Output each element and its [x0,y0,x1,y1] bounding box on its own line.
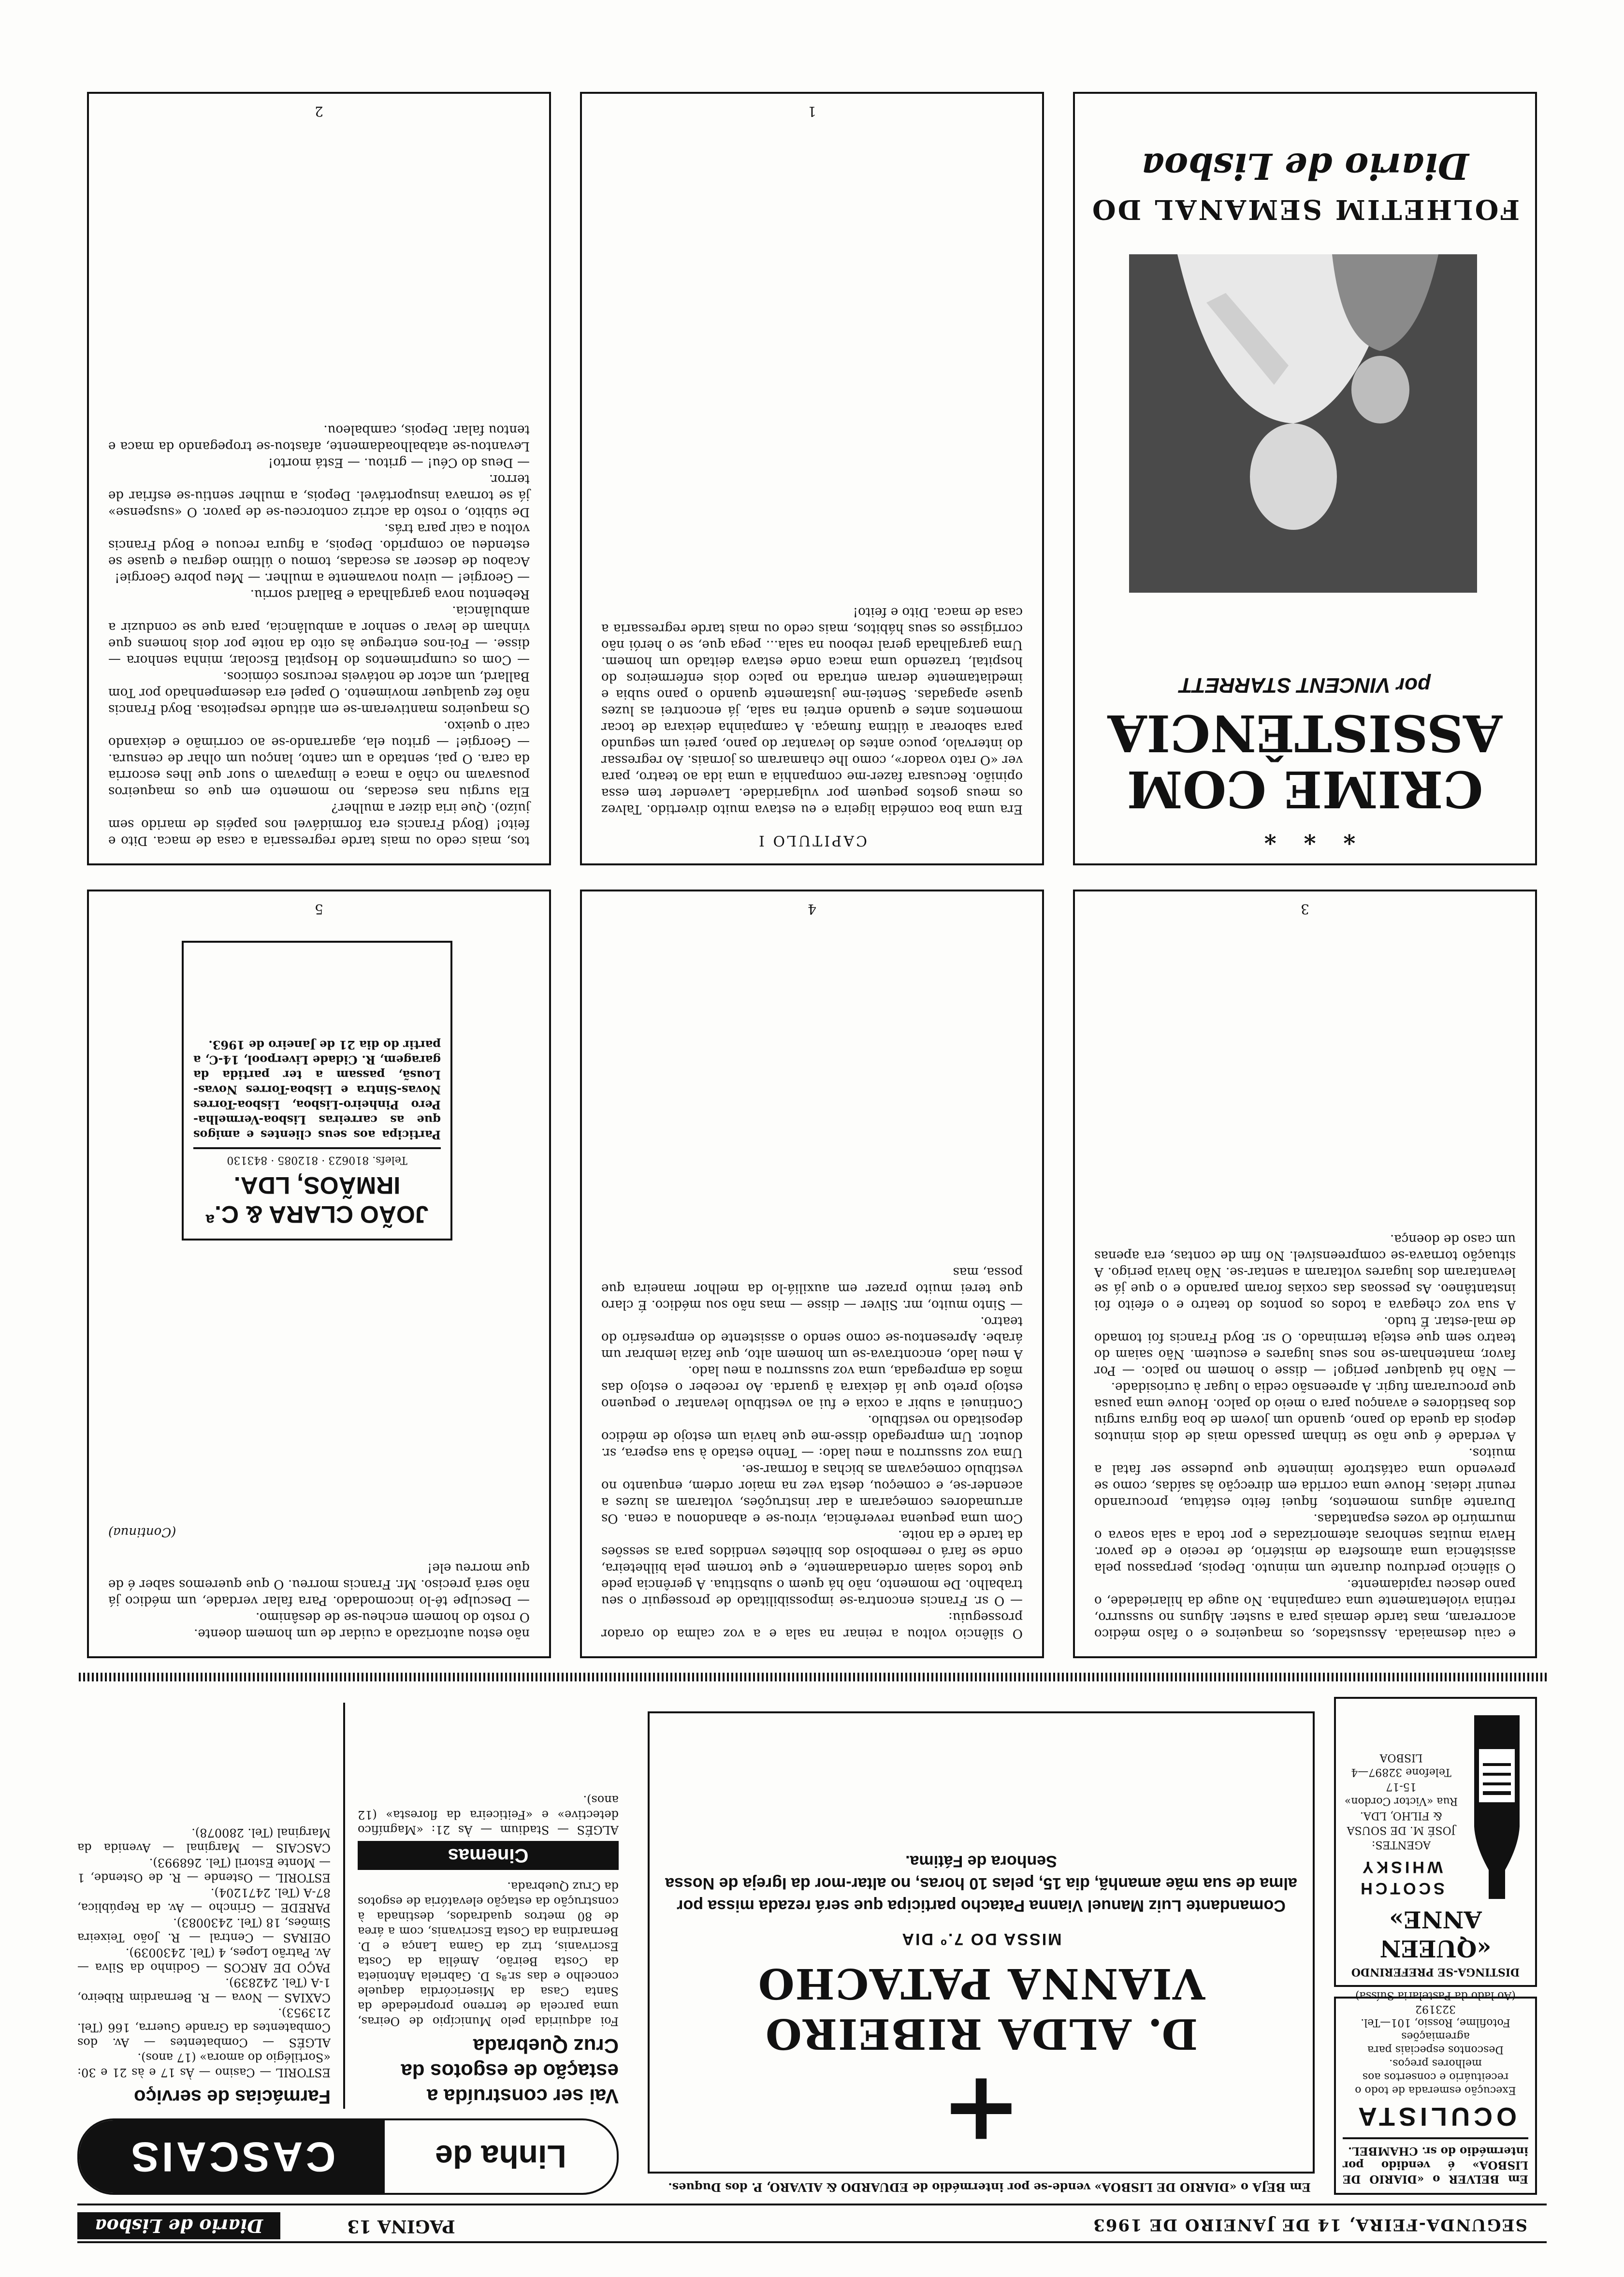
folhetim-author: por VINCENT STARRETT [1179,673,1431,697]
cascais-farmacias-body: ESTORIL — Casino — Às 17 e às 21 e 30: «Sortilégio do amora» (17 anos). ALGÉS — Combatentes — Av. dos Combatentes da Grande Guerra, 166 (Tel. 213953). CAXIAS — Nova — R. Bernardim Ribeiro, 1-A (Tel. 242839). PAÇO DE ARCOS — Godinho da Silva — Av. Patrão Lopes, 4 (Tel. 2430039). OEIRAS — Central — R. João Teixeira Simões, 18 (Tel. 2430083). PAREDE — Grincho — Av. da República, 87-A (Tel. 2471204). ESTORIL — Ostende — R. de Ostende, 1 — Monte Estoril (Tel. 268993). CASCAIS — Marginal — Avenida da Marginal (Tel. 280078). [77,1826,331,2079]
cascais-cinemas-title: Cinemas [358,1841,619,1870]
ad-whisky-title: «QUEEN ANNE» [1379,1906,1492,1962]
cascais-farmacias-title: Farmácias de serviço [134,2086,331,2107]
ad-whisky-body: AGENTES: JOSÉ M. DE SOUSA & FILHO, LDA. Rua «Victor Cordon» 15-17 Telefone 32897—4 LISBOA [1344,1752,1458,1851]
ad-oculista [1334,1989,1537,2195]
ad-whisky [1334,1697,1537,1987]
ad-whisky-kicker: DISTINGA-SE PREFERINDO [1351,1966,1520,1978]
obituary-name: D. ALDA RIBEIRO VIANNA PATACHO [757,1959,1205,2058]
folhetim-panel-3 [1073,890,1537,1658]
ad-joao-clara [182,941,452,1241]
cascais-cinemas-body: ALGÉS — Stadium — Às 21: «Magnífico detective» e «Feiticeira da floresta» (12 anos). [354,1793,619,1837]
section-separator [77,1673,1547,1681]
obituary-box [648,1711,1315,2174]
folhetim-col5-text: não estou autorizado a cuidar de um homem doente. O rosto do homem encheu-se de desânimo. — Desculpe tê-lo incomodado. Para falar verdade, um médico já não será preciso. Mr. Francis morreu. O que queremos saber é de que morreu ele! [108,1561,530,1641]
folhetim-title: CRIME COM ASSISTÊNCIA [1107,703,1503,819]
ad-joao-clara-body: Participa aos seus clientes e amigos que as carreiras Lisboa-Vermelha-Pero Pinheiro-Lisboa, Lisboa-Torres Novas-Sintra e Lisboa-Torres Novas-Lousã, passam a ter partida da garagem, R. Cidade Liverpool, 14-C, a partir do dia 21 de Janeiro de 1963. [189,1038,441,1142]
folhetim-continua: (Continua) [108,1525,176,1539]
folhetim-panel-5 [87,890,551,1658]
folhetim-col1-text: Era uma boa comédia ligeira e eu estava muito divertido. Talvez os meus gostos pequem por vulgaridade. Lavender tem essa opinião. Recusara fazer-me companhia a uma ida ao teatro, para ver «O rato voador», como lhe chamaram os jornais. Ao regressar do intervalo, pouco antes do levantar do pano, parei um segundo para saborear a última fumaça. A campainha deixara de tocar momentos antes e quando entrei na sala, já encontrei as luzes quase apagadas. Sentei-me justamente quando o pano subia e imediatamente deram entrada no palco dois enfermeiros do hospital, trazendo uma maca onde estava deitado um homem. Uma gargalhada geral reboou na sala... pega que, se o herói não corrigisse os seus hábitos, mais cedo ou mais tarde regressaria a casa de maca. Dito e feito! [597,605,1023,817]
folhetim-stars: * * * [1254,822,1356,849]
ad-whisky-subtitle: SCOTCH WHISKY [1358,1858,1445,1898]
header-rule-top [77,2241,1547,2243]
folhetim-col2-text: tos, mais cedo ou mais tarde regressaria a casa de maca. Dito e feito! (Boyd Francis era formidável nos papéis de marido sem juízo). Que iria dizer a mulher? Ela surgiu nas escadas, no momento em que os maqueiros pousavam no chão a maca e limpavam o suor que lhes escorria da cara. O pai, sentado a um canto, lançou um olhar de censura. — Georgie! — gritou ela, agarrando-se ao corrimão e deixando cair o queixo. Os maqueiros mantiveram-se em atitude respeitosa. Boyd Francis não fez qualquer movimento. O papel era desempenhado por Tom Ballard, um actor de notáveis recursos cómicos. — Com os cumprimentos do Hospital Escolar, minha senhora — disse. — Foi-nos entregue às oito da noite por dois homens que vinham de levar o senhor a ambulância, para que se conduzir a ambulância. Rebentou nova gargalhada e Ballard sorriu. — Georgie! — uivou novamente a mulher. — Meu pobre Georgie! Acabou de descer as escadas, tomou o último degrau e quase se estendeu ao comprido. Depois, a figura recuou e Boyd Francis voltou a cair para trás. De súbito, o rosto da actriz contorceu-se de pavor. O «suspense» já se tornava insuportável. Depois, a mulher sentiu-se esfriar de terror. — Deus do Céu! — gritou. — Está morto! Levantou-se atabalhoadamente, afastou-se tropegando da maca e tentou falar. Depois, cambaleou. [108,423,530,848]
folhetim-page-number-4: 4 [808,901,816,917]
cascais-esgotos-body: Foi adquirida pelo Município de Oeiras, uma parcela de terreno propriedade da Santa Casa da Misericórdia daquele concelho e das sr.ªs D. Gabriela Antonieta da Costa Beirão, Amélia da Costa Escrivanis, triz da Gama Lança e D. Bernardina da Costa Escrivanis, com a área de 80 metros quadrados, destinada à construção da estação elevatória de esgotos da Cruz Quebrada. [354,1880,619,2028]
ad-oculista-title: OCULISTA [1354,2102,1517,2131]
cascais-banner-main: CASCAIS [79,2120,385,2193]
cascais-column-rule [343,1703,345,2109]
obituary-subtitle: MISSA DO 7.º DIA [900,1930,1062,1948]
folhetim-page-number-5: 5 [315,901,323,917]
cascais-banner-pre: Linha de [435,2139,566,2175]
ad-joao-clara-rule [193,1147,441,1149]
cascais-section [77,1692,619,2195]
folhetim-page-number-1: 1 [808,103,816,119]
folhetim-panel-1-title [1073,92,1537,865]
ads-column-left [1334,1692,1537,2195]
header-date: SEGUNDA-FEIRA, 14 DE JANEIRO DE 1963 [1092,2215,1527,2234]
ad-oculista-rule [1343,2137,1528,2139]
obituary-kicker: Em BEJA o «DIARIO DE LISBOA» vende-se por intermédio de EDUARDO & ALVARO, P. dos Duques. [668,2180,1311,2194]
folhetim-masthead: Diario de Lisboa [1141,145,1469,187]
folhetim-panel-1 [580,92,1044,865]
cascais-banner [77,2118,619,2195]
header-page-number: PAGINA 13 [347,2216,455,2236]
folhetim-panel-4 [580,890,1044,1658]
illustration-figures-icon [1129,254,1477,593]
obituary-cross: + [941,2055,1022,2169]
obituary-section [648,1692,1315,2195]
ad-joao-clara-phones: Telefs. 810623 · 812085 · 843130 [227,1154,407,1166]
folhetim-page-number-2: 2 [315,103,323,119]
folhetim-series: FOLHETIM SEMANAL DO [1090,193,1520,225]
cascais-esgotos-title: Vai ser construída a estação de esgotos da Cruz Quebrada [401,2035,619,2108]
folhetim-illustration [1129,254,1477,593]
header-masthead: Diario de Lisboa [77,2212,280,2239]
folhetim-col3-text: e caiu desmaiada. Assustados, os maqueiros e o falso médico acorreram, mas tarde demais para a suster. Alguns no sussurro, retinia violentamente uma campainha. No auge da hilariedade, o pano desceu rapidamente. O silêncio perdurou durante um minuto. Depois, perpassou pela assistência uma atmosfera de mistério, de receio e de pavor. Havia muitas senhoras atemorizadas e por toda a sala soava o murmúrio de vozes espantadas. Durante alguns momentos, fiquei feito estátua, procurando reunir ideias. Houve uma corrida em direcção às saídas, como se prevendo uma catástrofe iminente que pudesse ser fatal a muitos. A verdade é que não se tinham passado mais de dois minutos depois da queda do pano, quando um jovem de boa figura surgiu dos bastidores e avançou para o meio do palco. Houve uma pausa que procuraram fugir. A apreensão cedia o lugar à curiosidade. — Não há qualquer perigo! — disse o homem no palco. — Por favor, mantenham-se nos seus lugares e escutem. Não saiam do teatro sem que esteja terminado. O sr. Boyd Francis foi tomado de mal-estar. É tudo. A sua voz chegava a todos os pontos do teatro e o efeito foi instantâneo. As pessoas das coxias foram parando e o que já se levantaram dos lugares voltaram a sentar-se. Não havia perigo. A situação tornava-se compreensível. No fim de contas, era apenas um caso de doença. [1094,1232,1516,1641]
folhetim-chapter: CAPITULO I [757,832,867,849]
header-rule-bottom [77,2204,1547,2205]
folhetim-col4-text: O silêncio voltou a reinar na sala e a voz calma do orador prosseguiu: — O sr. Francis encontra-se impossibilitado de prosseguir o seu trabalho. De momento, não há quem o substitua. A gerência pede que todos saiam ordenadamente, e que tornem pela bilheteira, onde se fará o reembolso dos bilhetes vendidos para as sessões da tarde e da noite. Com uma pequena reverência, virou-se e abandonou a cena. Os arrumadores começaram a dar instruções, voltaram as luzes a acender-se, e começou, desta vez na maior ordem, enquanto no vestíbulo começavam as bichas a formar-se. Uma voz sussurrou a meu lado: — Tenho estado à sua espera, sr. doutor. Um empregado disse-me que havia um estojo de médico depositado no vestíbulo. Continuei a subir a coxia e fui ao vestíbulo levantar o pequeno estojo preto que lá deixara à guarda. Ao receber o estojo das mãos da empregada, uma voz sussurrou a meu lado. A meu lado, encontrava-se um homem alto, que fazia lembrar um árabe. Apresentou-se como sendo o assistente do empresário do teatro. — Sinto muito, mr. Silver — disse — mas não sou médico. É claro que terei muito prazer em auxiliá-lo da melhor maneira que possa, mas [601,1265,1023,1641]
whisky-bottle-icon [1465,1710,1528,1899]
ad-oculista-body: Execução esmerada de todo o receituário e consertos aos melhores preços. Descontos especiais para agremiações Fotofilme, Rossio, 101—Tel. 323192 (Ao lado da Pastelaria Suíssa) [1355,1989,1516,2096]
folhetim-panel-2 [87,92,551,865]
ad-oculista-kicker: Em BELVER o «DIARIO DE LISBOA» é vendido por intermédio do sr. CHAMBEL. [1338,2145,1528,2186]
folhetim-page-number-3: 3 [1301,901,1309,917]
obituary-body: Comandante Luiz Manuel Vianna Patacho participa que será rezada missa por alma de sua mãe amanhã, dia 15, pelas 10 horas, no altar-mor da Igreja de Nossa Senhora de Fátima. [665,1852,1297,1915]
ad-joao-clara-title: JOÃO CLARA & C.ª IRMÃOS, LDA. [205,1172,429,1228]
